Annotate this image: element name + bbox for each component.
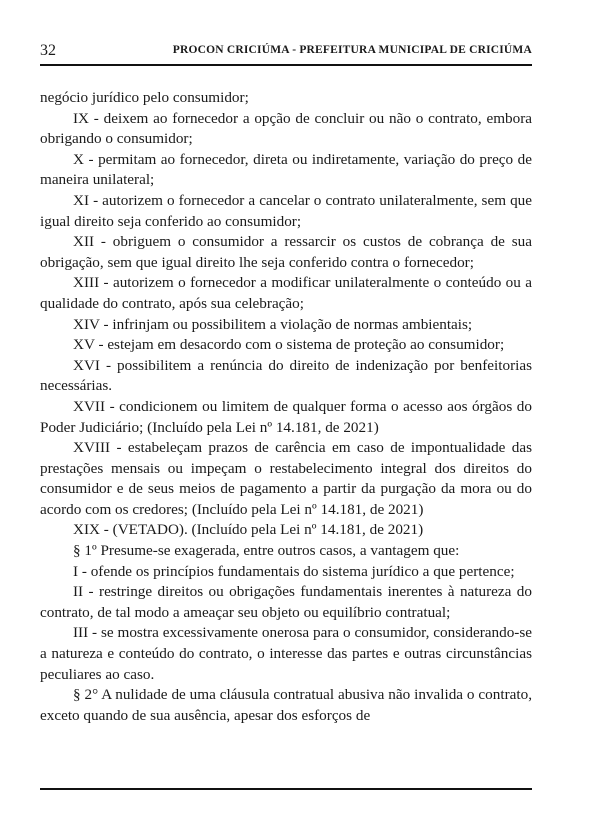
item-i: I - ofende os princípios fundamentais do sistema jurídico a que pertence; <box>73 562 515 580</box>
running-head: PROCON CRICIÚMA - PREFEITURA MUNICIPAL DE CRICIÚMA <box>172 44 532 56</box>
item-xiv: XIV - infrinjam ou possibilitem a violação de normas ambientais; <box>73 315 473 333</box>
item-x: X - permitam ao fornecedor, direta ou indiretamente, variação do preço de maneira unilateral; <box>40 150 532 189</box>
item-ix: IX - deixem ao fornecedor a opção de concluir ou não o contrato, embora obrigando o consumidor; <box>40 109 532 148</box>
item-xi: XI - autorizem o fornecedor a cancelar o contrato unilateralmente, sem que igual direito seja conferido ao consumidor; <box>40 191 532 230</box>
item-xii: XII - obriguem o consumidor a ressarcir os custos de cobrança de sua obrigação, sem que igual direito lhe seja conferido contra o fornecedor; <box>40 233 532 271</box>
page-number: 32 <box>40 42 56 59</box>
item-xix: XIX - (VETADO). (Incluído pela Lei nº 14.181, de 2021) <box>73 521 424 539</box>
footer-rule <box>40 788 532 790</box>
item-xvi: XVI - possibilitem a renúncia do direito de indenização por benfeitorias necessárias. <box>40 356 532 395</box>
item-ii: II - restringe direitos ou obrigações fundamentais inerentes à natureza do contrato, de tal modo a ameaçar seu objeto ou equilíbrio contratual; <box>40 583 532 621</box>
body-text <box>40 88 532 726</box>
paragraph-2: § 2° A nulidade de uma cláusula contratual abusiva não invalida o contrato, exceto quando de sua ausência, apesar dos esforços de <box>40 686 532 724</box>
item-xiii: XIII - autorizem o fornecedor a modificar unilateralmente o conteúdo ou a qualidade do contrato, após sua celebração; <box>40 274 532 312</box>
item-xv: XV - estejam em desacordo com o sistema de proteção ao consumidor; <box>73 336 505 354</box>
item-iii: III - se mostra excessivamente onerosa para o consumidor, considerando-se a natureza e conteúdo do contrato, o interesse das partes e outras circunstâncias peculiares ao caso. <box>40 624 532 683</box>
page-header <box>40 42 532 66</box>
item-xvii: XVII - condicionem ou limitem de qualquer forma o acesso aos órgãos do Poder Judiciário; (Incluído pela Lei nº 14.181, de 2021) <box>40 397 532 436</box>
paragraph-continuation: negócio jurídico pelo consumidor; <box>40 89 249 106</box>
paragraph-1: § 1º Presume-se exagerada, entre outros casos, a vantagem que: <box>73 542 460 560</box>
item-xviii: XVIII - estabeleçam prazos de carência em caso de impontualidade das prestações mensais ou impeçam o restabelecimento integral dos direitos do consumidor e de seus meios de pagamento a partir da purgação da mora ou do acordo com os credores; (Incluído pela Lei nº 14.181, de 2021) <box>40 439 532 518</box>
